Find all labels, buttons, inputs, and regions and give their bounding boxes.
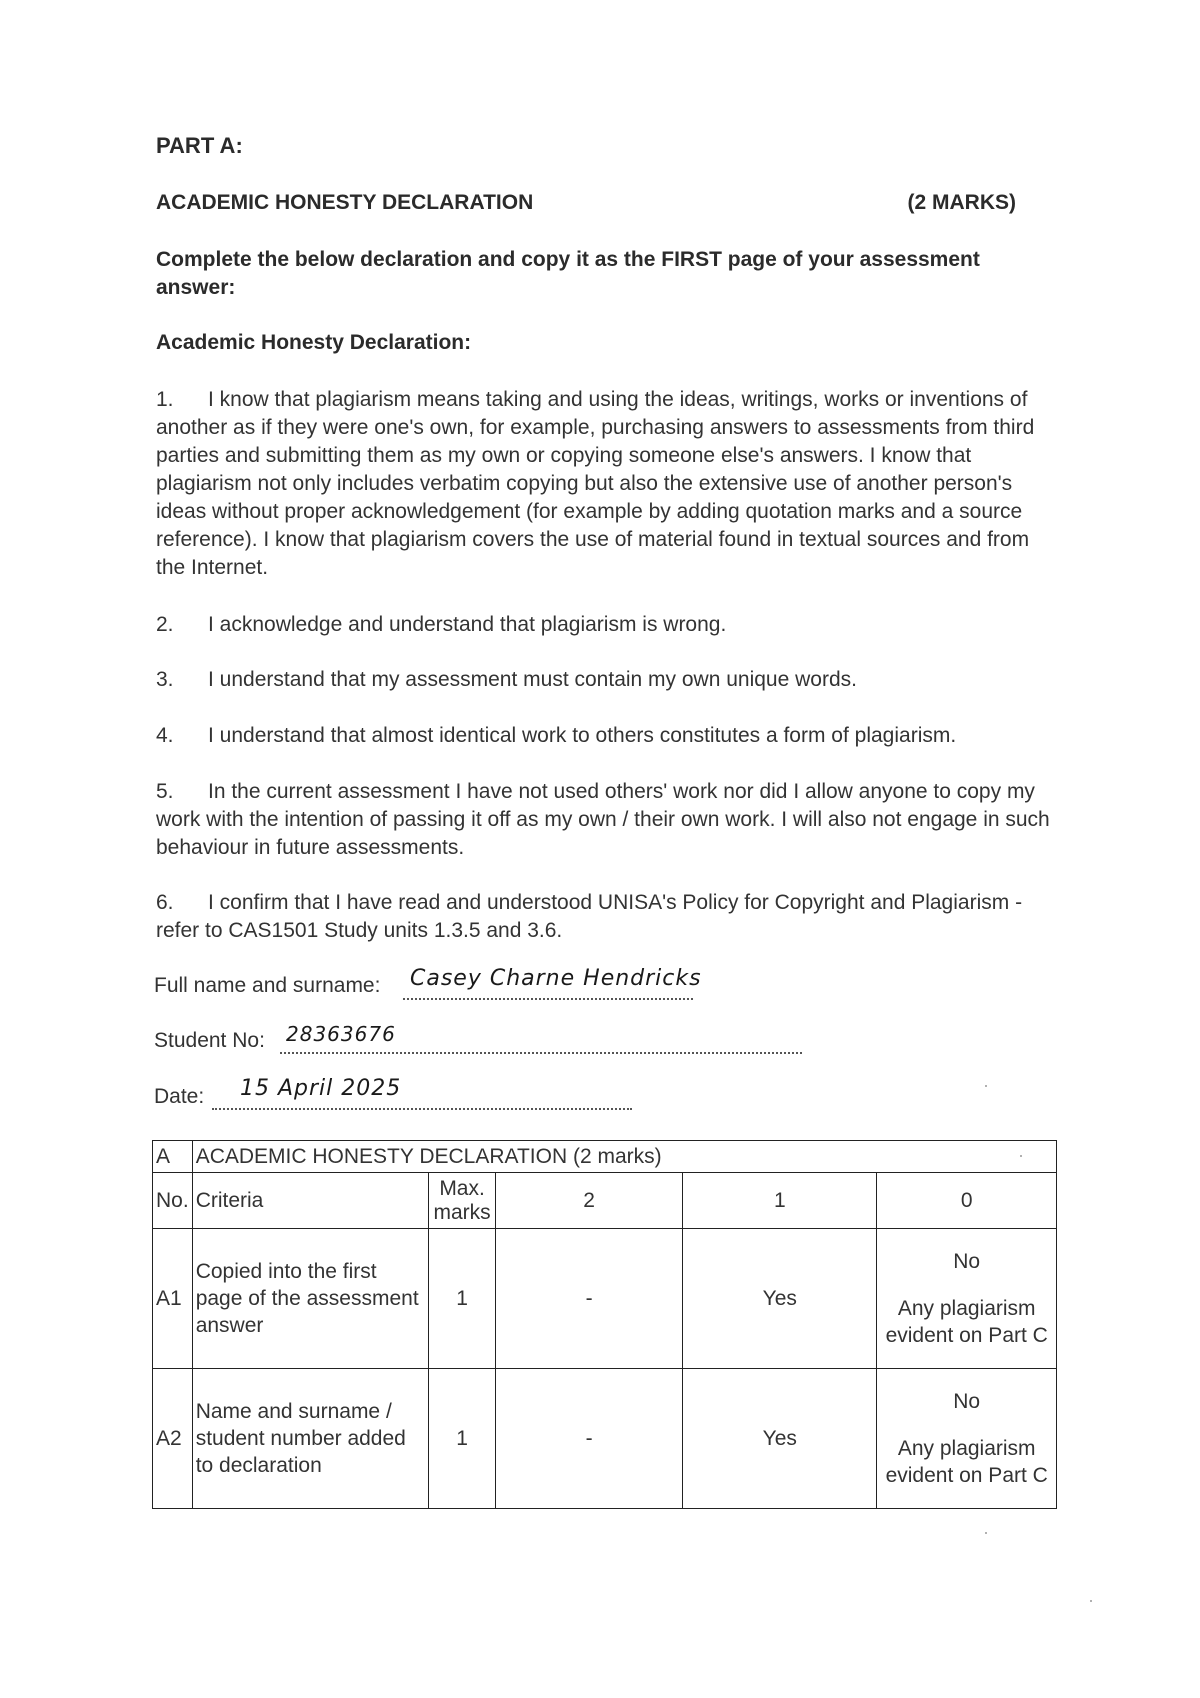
row-criteria: Copied into the first page of the assessment answer — [192, 1229, 428, 1369]
name-handwritten: Casey Charne Hendricks — [410, 966, 702, 991]
section-heading: ACADEMIC HONESTY DECLARATION — [156, 191, 534, 214]
declaration-item-5 — [156, 778, 1056, 862]
row-col-0-bottom: Any plagiarism evident on Part C — [885, 1297, 1048, 1347]
header-col-1: 1 — [683, 1173, 877, 1229]
row-col-0-top: No — [953, 1390, 981, 1413]
item-number: 6. — [156, 891, 174, 914]
date-handwritten: 15 April 2025 — [240, 1076, 402, 1101]
header-col-0: 0 — [877, 1173, 1057, 1229]
instruction-text: Complete the below declaration and copy it as the FIRST page of your assessment answer: — [156, 248, 980, 299]
row-col-0 — [877, 1369, 1057, 1509]
scan-speck — [1020, 1155, 1022, 1157]
rubric-table — [152, 1140, 1057, 1509]
row-col-1: Yes — [683, 1229, 877, 1369]
item-text: In the current assessment I have not used others' work nor did I allow anyone to copy my work with the intention of passing it off as my own / their own work. I will also not engage in such behaviour in future assessments. — [156, 780, 1050, 859]
name-field-label: Full name and surname: — [154, 974, 381, 997]
item-number: 5. — [156, 780, 174, 803]
row-col-2: - — [496, 1369, 683, 1509]
rubric-section-code: A — [153, 1141, 193, 1173]
item-number: 4. — [156, 724, 174, 747]
rubric-title: ACADEMIC HONESTY DECLARATION (2 marks) — [192, 1141, 1056, 1173]
row-col-0-bottom: Any plagiarism evident on Part C — [885, 1437, 1048, 1487]
row-no: A2 — [153, 1369, 193, 1509]
section-heading-row — [156, 191, 1016, 215]
item-text: I confirm that I have read and understood UNISA's Policy for Copyright and Plagiarism - refer to CAS1501 Study units 1.3.5 and 3.6. — [156, 891, 1023, 942]
row-max: 1 — [429, 1229, 496, 1369]
student-field-label: Student No: — [154, 1029, 265, 1052]
header-col-2: 2 — [496, 1173, 683, 1229]
row-col-0 — [877, 1229, 1057, 1369]
item-text: I acknowledge and understand that plagiarism is wrong. — [208, 613, 727, 636]
date-field-label: Date: — [154, 1085, 205, 1108]
item-number: 3. — [156, 668, 174, 691]
date-dotted-line — [212, 1108, 632, 1110]
header-max-marks: Max. marks — [429, 1173, 496, 1229]
row-max: 1 — [429, 1369, 496, 1509]
declaration-item-3 — [156, 666, 1056, 694]
rubric-row-a2 — [153, 1369, 1057, 1509]
row-col-2: - — [496, 1229, 683, 1369]
item-text: I know that plagiarism means taking and using the ideas, writings, works or inventions of another as if they were one's own, for example, purchasing answers to assessments from third parties and submitting them as my own or copying someone else's answers. I know that plagiarism not only includes verbatim copying but also the extensive use of another person's ideas without proper acknowledgement (for example by adding quotation marks and a source reference). I know that plagiarism covers the use of material found in textual sources and from the Internet. — [156, 388, 1035, 579]
row-col-0-top: No — [953, 1250, 981, 1273]
scan-speck — [985, 1532, 987, 1534]
row-col-1: Yes — [683, 1369, 877, 1509]
rubric-row-a1 — [153, 1229, 1057, 1369]
part-label: PART A: — [156, 133, 243, 158]
declaration-item-1 — [156, 386, 1056, 582]
student-handwritten: 28363676 — [286, 1022, 396, 1046]
scan-speck — [1090, 1600, 1092, 1602]
scan-speck — [985, 1085, 987, 1087]
rubric-title-row — [153, 1141, 1057, 1173]
declaration-title: Academic Honesty Declaration: — [156, 331, 472, 354]
header-no: No. — [153, 1173, 193, 1229]
row-no: A1 — [153, 1229, 193, 1369]
header-criteria: Criteria — [192, 1173, 428, 1229]
rubric-header-row — [153, 1173, 1057, 1229]
item-text: I understand that almost identical work to others constitutes a form of plagiarism. — [208, 724, 957, 747]
section-marks: (2 MARKS) — [907, 191, 1016, 214]
item-text: I understand that my assessment must contain my own unique words. — [208, 668, 857, 691]
declaration-item-6 — [156, 889, 1056, 945]
declaration-item-4 — [156, 722, 1056, 750]
student-dotted-line — [280, 1052, 802, 1054]
item-number: 1. — [156, 388, 174, 411]
name-dotted-line — [403, 998, 693, 1000]
item-number: 2. — [156, 613, 174, 636]
declaration-item-2 — [156, 611, 1056, 639]
row-criteria: Name and surname / student number added to declaration — [192, 1369, 428, 1509]
